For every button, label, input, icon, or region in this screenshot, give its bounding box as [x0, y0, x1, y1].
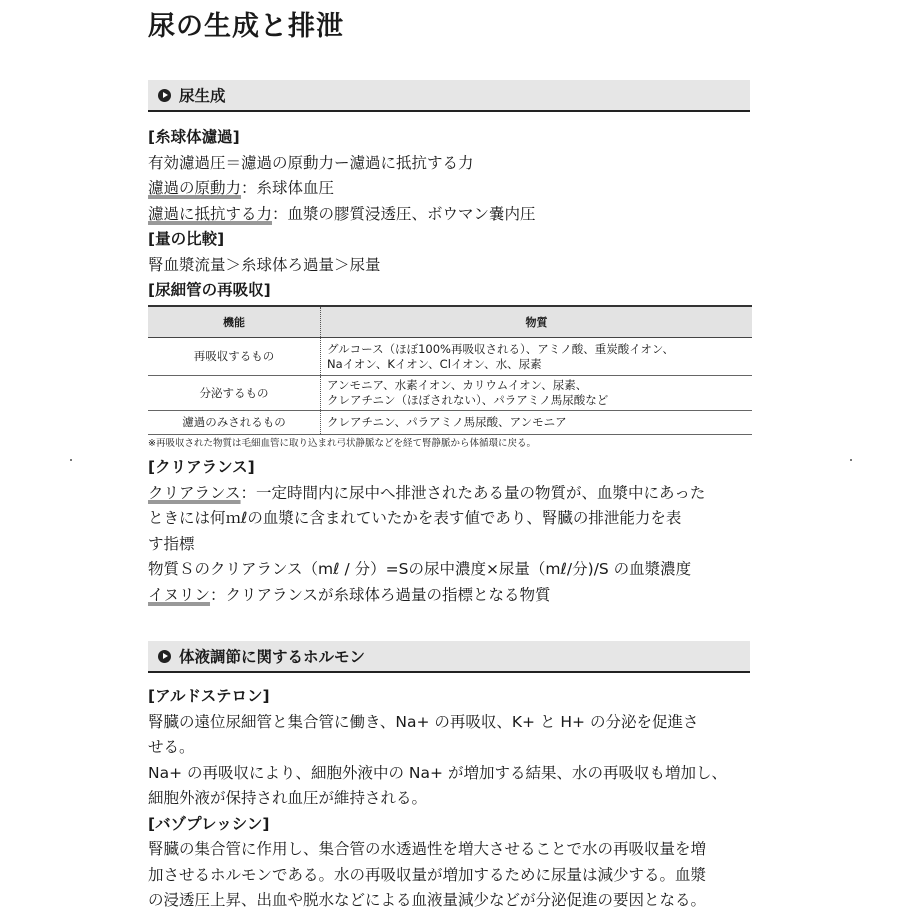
hormone-block	[148, 684, 752, 914]
clearance-term: クリアランス	[148, 483, 241, 502]
aldosterone-line-4: 細胞外液が保持され血圧が維持される。	[148, 789, 428, 807]
row-substance	[321, 338, 753, 376]
aldosterone-line-3: Na+ の再吸収により、細胞外液中の Na+ が増加する結果、水の再吸収も増加し、	[148, 763, 727, 782]
inulin-def: ：クリアランスが糸球体ろ過量の指標となる物質	[210, 585, 551, 604]
vasopressin-label: [バゾプレッシン]	[148, 814, 270, 833]
header-substance: 物質	[321, 306, 753, 338]
resisting-force-term: 濾過に抵抗する力	[148, 204, 273, 223]
page-title: 尿の生成と排泄	[148, 11, 344, 42]
filtration-label: [糸球体濾過]	[148, 128, 240, 146]
section-title: 尿生成	[179, 87, 226, 105]
clearance-formula: 物質Ｓのクリアランス（mℓ / 分）=Sの尿中濃度×尿量（mℓ/分)/S の血漿濃度	[148, 560, 692, 578]
substance-line: アンモニア、水素イオン、カリウムイオン、尿素、	[327, 378, 588, 392]
resisting-force-line	[148, 202, 752, 228]
row-function: 濾過のみされるもの	[148, 411, 321, 435]
inulin-term: イヌリン	[148, 585, 211, 604]
aldosterone-line-2: せる。	[148, 738, 195, 756]
substance-line: Naイオン、Kイオン、Clイオン、水、尿素	[327, 356, 542, 371]
table-row	[148, 411, 752, 435]
vasopressin-line-3: の浸透圧上昇、出血や脱水などによる血液量減少などが分泌促進の要因となる。	[148, 891, 707, 909]
driving-force-def: ：糸球体血圧	[241, 179, 335, 197]
substance-line: グルコース（ほぼ100%再吸収される）、アミノ酸、重炭酸イオン、	[327, 341, 674, 356]
compare-label: [量の比較]	[148, 230, 225, 248]
table-row	[148, 376, 752, 411]
clearance-block	[148, 455, 752, 608]
clearance-def-line-1	[148, 481, 752, 507]
aldosterone-label: [アルドステロン]	[148, 687, 270, 705]
vasopressin-line-1: 腎臓の集合管に作用し、集合管の水透過性を増大させることで水の再吸収量を増	[148, 840, 707, 858]
vasopressin-line-2: 加させるホルモンである。水の再吸収量が増加するために尿量は減少する。血漿	[148, 865, 707, 884]
margin-dot-right	[850, 459, 852, 461]
resisting-force-def: ：血漿の膠質浸透圧、ボウマン嚢内圧	[272, 204, 536, 223]
table-header-row	[148, 306, 752, 338]
section-title: 体液調節に関するホルモン	[179, 648, 366, 666]
compare-text: 腎血漿流量＞糸球体ろ過量＞尿量	[148, 255, 381, 274]
clearance-def-line-3: す指標	[148, 534, 195, 553]
row-function: 分泌するもの	[148, 376, 321, 411]
row-substance	[321, 376, 753, 411]
row-substance: クレアチニン、パラアミノ馬尿酸、アンモニア	[321, 411, 753, 435]
play-circle-icon	[158, 89, 171, 102]
substance-line: クレアチニン（ほぼされない）、パラアミノ馬尿酸など	[327, 393, 609, 407]
row-function: 再吸収するもの	[148, 338, 321, 376]
section-header-hormones	[148, 641, 750, 673]
clearance-label: [クリアランス]	[148, 458, 255, 476]
inulin-line	[148, 583, 752, 609]
margin-dot-left	[70, 459, 72, 461]
aldosterone-line-1: 腎臓の遠位尿細管と集合管に働き、Na+ の再吸収、K+ と H+ の分泌を促進さ	[148, 712, 699, 731]
clearance-def-line-2: ときには何ｍℓの血漿に含まれていたかを表す値であり、腎臓の排泄能力を表	[148, 509, 682, 527]
header-function: 機能	[148, 306, 321, 338]
reabsorption-table	[148, 305, 752, 435]
section-header-urine-formation	[148, 80, 750, 112]
clearance-def-1: ：一定時間内に尿中へ排泄されたある量の物質が、血漿中にあった	[240, 483, 706, 502]
reabsorption-label: [尿細管の再吸収]	[148, 281, 271, 299]
filtration-formula: 有効濾過圧＝濾過の原動力ー濾過に抵抗する力	[148, 153, 474, 172]
driving-force-term: 濾過の原動力	[148, 179, 242, 197]
table-note: ※再吸収された物質は毛細血管に取り込まれ弓状静脈などを経て腎静脈から体循環に戻る。	[148, 438, 536, 449]
table-row	[148, 338, 752, 376]
driving-force-line	[148, 176, 752, 202]
play-circle-icon	[158, 650, 171, 663]
filtration-block	[148, 125, 752, 304]
